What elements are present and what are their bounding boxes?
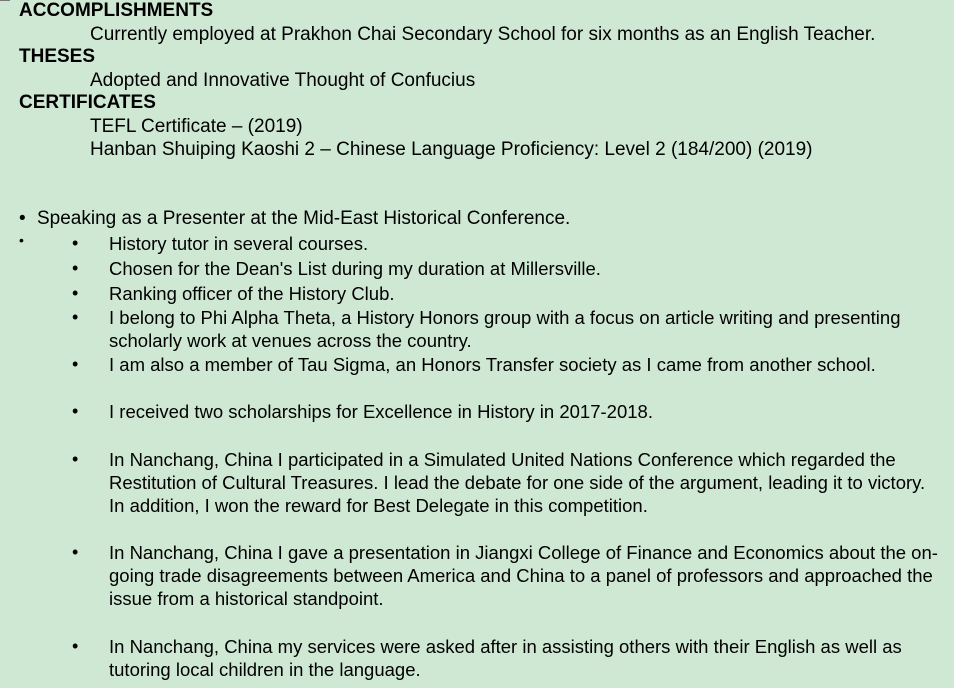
list-item xyxy=(72,306,942,352)
list-item-text: Ranking officer of the History Club. xyxy=(109,283,395,304)
bullet-dot-icon: • xyxy=(19,208,26,229)
presenter-bullet-text: Speaking as a Presenter at the Mid-East Historical Conference. xyxy=(37,208,571,229)
page-corner-mark xyxy=(0,0,10,4)
list-item xyxy=(72,448,942,517)
bullet-dot-icon: • xyxy=(72,354,79,374)
list-item-text: History tutor in several courses. xyxy=(109,233,369,254)
accomplishment-line: Currently employed at Prakhon Chai Secondary School for six months as an English Teacher. xyxy=(90,24,876,45)
list-item-text: I belong to Phi Alpha Theta, a History Honors group with a focus on article writing and presenting scholarly work at venues across the country. xyxy=(109,307,901,351)
list-item-text: I received two scholarships for Excellence in History in 2017-2018. xyxy=(109,401,653,422)
certificates-heading: CERTIFICATES xyxy=(19,92,156,113)
list-item-text: I am also a member of Tau Sigma, an Honors Transfer society as I came from another school. xyxy=(109,354,876,375)
bullet-dot-icon: • xyxy=(72,401,79,421)
bullet-dot-icon: • xyxy=(72,233,79,253)
theses-heading: THESES xyxy=(19,46,96,67)
list-item xyxy=(72,541,942,610)
list-item-text: Chosen for the Dean's List during my duration at Millersville. xyxy=(109,258,601,279)
certificate-line: TEFL Certificate – (2019) xyxy=(90,116,303,137)
bullet-dot-icon: • xyxy=(72,258,79,278)
list-item-text: In Nanchang, China I participated in a Simulated United Nations Conference which regarded the Restitution of Cultural Treasures. I lead the debate for one side of the argument, leading it to victory. In addition, I won the reward for Best Delegate in this competition. xyxy=(109,449,926,516)
stray-bullet-dot-icon: • xyxy=(19,232,24,248)
list-item xyxy=(72,257,942,280)
certificate-line: Hanban Shuiping Kaoshi 2 – Chinese Language Proficiency: Level 2 (184/200) (2019) xyxy=(90,139,813,160)
bullet-dot-icon: • xyxy=(72,542,79,562)
list-item-text: In Nanchang, China my services were asked after in assisting others with their English as well as tutoring local children in the language. xyxy=(109,636,902,680)
list-item xyxy=(72,282,942,305)
list-item xyxy=(72,353,942,376)
presenter-bullet xyxy=(19,208,570,230)
bullet-dot-icon: • xyxy=(72,449,79,469)
bullet-dot-icon: • xyxy=(72,283,79,303)
list-item xyxy=(72,400,942,423)
bullet-dot-icon: • xyxy=(72,636,79,656)
list-item xyxy=(72,232,942,255)
accomplishments-heading: ACCOMPLISHMENTS xyxy=(19,0,214,21)
list-item-text: In Nanchang, China I gave a presentation in Jiangxi College of Finance and Economics about the on-going trade disagreements between America and China to a panel of professors and approached the issue from a historical standpoint. xyxy=(109,542,938,609)
thesis-line: Adopted and Innovative Thought of Confucius xyxy=(90,70,476,91)
list-item xyxy=(72,635,942,681)
bullet-dot-icon: • xyxy=(72,307,79,327)
